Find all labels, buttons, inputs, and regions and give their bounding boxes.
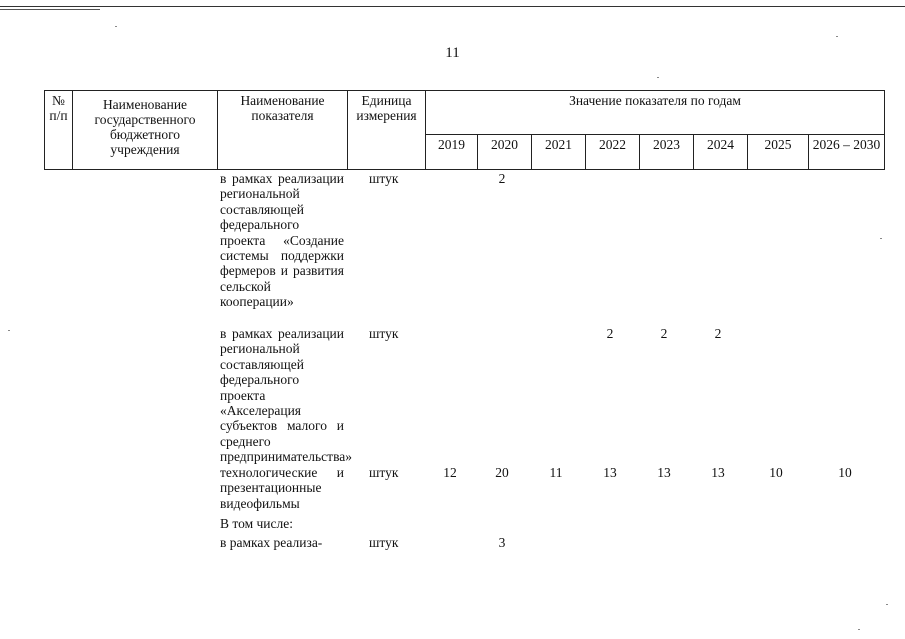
row-value-2026-2030: 10 <box>838 465 852 480</box>
row-value-2022: 2 <box>606 326 614 341</box>
row-value-2020: 20 <box>495 465 509 480</box>
scan-speck <box>657 77 659 78</box>
row-indicator: в рамках реализации региональной составляющей федерального проекта «Создание системы поддержки фермеров и развития сельской кооперации» <box>220 171 344 310</box>
row-value-2020: 2 <box>498 171 506 186</box>
header-year: 2020 <box>478 135 532 170</box>
header-num: № п/п <box>45 91 73 170</box>
row-value-2024: 2 <box>714 326 722 341</box>
scan-speck <box>8 330 10 331</box>
scan-speck <box>880 238 882 239</box>
scan-speck <box>858 629 860 630</box>
scan-speck <box>115 26 117 27</box>
top-rule-short <box>0 9 100 10</box>
row-value-2025: 10 <box>769 465 783 480</box>
scan-speck <box>836 36 838 37</box>
header-institution: Наименование государственного бюджетного учреждения <box>73 91 218 170</box>
row-value-2020: 3 <box>498 535 506 550</box>
row-indicator: в рамках реализации региональной составляющей федерального проекта «Акселерация субъектов малого и среднего предпринимательства» <box>220 326 353 465</box>
header-unit: Единица измерения <box>348 91 426 170</box>
row-value-2023: 2 <box>660 326 668 341</box>
row-indicator: технологические и презентационные видеофильмы <box>220 465 344 511</box>
header-indicator: Наименование показателя <box>218 91 348 170</box>
row-indicator: В том числе: <box>220 516 293 531</box>
row-value-2019: 12 <box>443 465 457 480</box>
page-number: 11 <box>445 45 460 61</box>
table-header <box>44 90 885 170</box>
header-year: 2022 <box>586 135 640 170</box>
header-year: 2025 <box>748 135 809 170</box>
top-rule <box>0 6 905 7</box>
header-year: 2026 – 2030 <box>809 135 885 170</box>
row-unit: штук <box>369 465 399 480</box>
header-year: 2023 <box>640 135 694 170</box>
row-unit: штук <box>369 535 399 550</box>
header-year: 2019 <box>426 135 478 170</box>
scan-speck <box>886 604 888 605</box>
row-value-2021: 11 <box>549 465 563 480</box>
row-value-2023: 13 <box>657 465 671 480</box>
row-unit: штук <box>369 326 399 341</box>
row-unit: штук <box>369 171 399 186</box>
row-value-2024: 13 <box>711 465 725 480</box>
header-year: 2024 <box>694 135 748 170</box>
header-year: 2021 <box>532 135 586 170</box>
header-values-by-year: Значение показателя по годам <box>426 91 885 135</box>
row-value-2022: 13 <box>603 465 617 480</box>
row-indicator: в рамках реализа- <box>220 535 323 550</box>
